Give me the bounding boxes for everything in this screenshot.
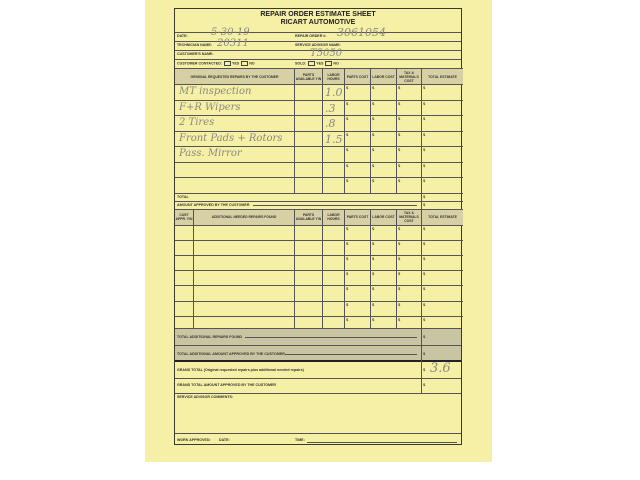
currency-sign: $: [398, 131, 401, 137]
column-line: [322, 225, 323, 329]
row-line: [175, 193, 463, 194]
date-label: DATE:: [177, 34, 188, 38]
technician-value[interactable]: 20311: [217, 38, 249, 49]
table-row[interactable]: [175, 240, 463, 241]
labor-hours[interactable]: 1.5: [325, 132, 343, 146]
table1-column-header: PARTS COST: [344, 69, 370, 84]
currency-sign: $: [398, 240, 401, 246]
sold-label: SOLD:: [295, 61, 307, 66]
currency-sign: $: [423, 116, 426, 121]
yes-label: YES: [232, 61, 240, 66]
labor-hours[interactable]: .8: [325, 117, 336, 130]
currency-sign: $: [372, 271, 375, 277]
currency-sign: $: [423, 382, 426, 387]
currency-sign: $: [372, 116, 375, 121]
table-row-line: [175, 115, 463, 116]
comments-label: SERVICE ADVISOR COMMENTS:: [177, 395, 234, 399]
column-line: [193, 225, 194, 329]
currency-sign: $: [372, 178, 375, 183]
column-line: [344, 84, 345, 193]
column-line: [344, 225, 345, 329]
table-row-line: [175, 100, 463, 101]
date-value[interactable]: 5-30-19: [211, 27, 250, 38]
repair-description[interactable]: MT inspection: [179, 86, 252, 97]
labor-hours[interactable]: .3: [325, 101, 336, 115]
customer-label: CUSTOMER'S NAME:: [177, 52, 214, 56]
table-row[interactable]: [175, 301, 463, 302]
table2-column-header: PARTS COST: [344, 210, 370, 225]
column-line: [396, 225, 397, 329]
amount-approved-label: AMOUNT APPROVED BY THE CUSTOMER: [177, 202, 250, 207]
sold-row: [295, 61, 339, 66]
currency-sign: $: [398, 162, 401, 168]
table-row-line: [175, 177, 463, 178]
table-row-line: [175, 162, 463, 163]
currency-sign: $: [346, 178, 349, 183]
repair-description[interactable]: Pass. Mirror: [179, 148, 242, 159]
currency-sign: $: [423, 255, 426, 261]
company-name: RICART AUTOMOTIVE: [280, 19, 356, 26]
sold-yes-checkbox[interactable]: [308, 61, 315, 66]
currency-sign: $: [398, 116, 401, 121]
table2-column-header: LABOR HOURS: [322, 210, 344, 225]
repair-order-form: [174, 8, 462, 445]
currency-sign: $: [346, 316, 349, 322]
repair-description[interactable]: Front Pads + Rotors: [179, 132, 283, 144]
currency-sign: $: [423, 351, 426, 356]
footer-date-label: DATE:: [219, 438, 230, 442]
column-line: [370, 225, 371, 329]
table-row-line: [175, 84, 463, 85]
work-approved-label: WORK APPROVED:: [177, 438, 211, 442]
currency-sign: $: [423, 334, 426, 339]
table-row[interactable]: [175, 255, 463, 256]
currency-sign: $: [423, 201, 426, 207]
table2-column-header: CUST APPR. Y/N: [175, 210, 193, 225]
currency-sign: $: [398, 85, 401, 90]
arrow-line: [253, 205, 417, 206]
advisor-label: SERVICE ADVISOR NAME:: [295, 43, 341, 47]
contacted-label: CUSTOMER CONTACTED:: [177, 61, 222, 66]
contacted-yes-checkbox[interactable]: [224, 61, 231, 66]
currency-sign: $: [423, 301, 426, 307]
customer-value[interactable]: T5050: [310, 48, 343, 59]
currency-sign: $: [423, 162, 426, 168]
form-title: REPAIR ORDER ESTIMATE SHEET: [260, 11, 376, 18]
currency-sign: $: [423, 193, 426, 199]
repair-order-label: REPAIR ORDER #:: [295, 34, 327, 38]
yes-label: YES: [316, 61, 324, 66]
additional-found-label: TOTAL ADDITIONAL REPAIRS FOUND: [177, 335, 243, 339]
currency-sign: $: [398, 178, 401, 183]
currency-sign: $: [346, 162, 349, 168]
column-line: [294, 225, 295, 329]
currency-sign: $: [346, 286, 349, 292]
column-line: [322, 84, 323, 193]
currency-sign: $: [346, 301, 349, 307]
currency-sign: $: [423, 240, 426, 246]
currency-sign: $: [372, 131, 375, 137]
footer-time-label: TIME:: [295, 438, 305, 442]
currency-sign: $: [372, 100, 375, 106]
comments-area[interactable]: [175, 401, 461, 433]
currency-sign: $: [423, 316, 426, 322]
currency-sign: $: [372, 225, 375, 231]
currency-sign: $: [398, 316, 401, 322]
currency-sign: $: [372, 255, 375, 261]
labor-hours[interactable]: 1.0: [325, 86, 343, 99]
currency-sign: $: [346, 85, 349, 90]
table1-column-header: PARTS AVAILABLE Y/N: [294, 69, 322, 84]
currency-sign: $: [372, 316, 375, 322]
table1-column-header: LABOR HOURS: [322, 69, 344, 84]
currency-sign: $: [398, 100, 401, 106]
currency-sign: $: [423, 178, 426, 183]
currency-sign: $: [423, 147, 426, 152]
table1-column-header: TOTAL ESTIMATE: [421, 69, 463, 84]
table2-column-header: PARTS AVAILABLE Y/N: [294, 210, 322, 225]
currency-sign: $: [372, 240, 375, 246]
currency-sign: $: [346, 271, 349, 277]
repair-description[interactable]: F+R Wipers: [179, 101, 241, 113]
table-row[interactable]: [175, 316, 463, 317]
currency-sign: $: [346, 225, 349, 231]
no-label: NO: [249, 61, 255, 66]
column-line: [396, 84, 397, 193]
form-header: [175, 11, 461, 27]
table2-column-header: ADDITIONAL NEEDED REPAIRS FOUND: [193, 210, 294, 225]
currency-sign: $: [423, 271, 426, 277]
table-row-line: [175, 146, 463, 147]
table-row[interactable]: [175, 285, 463, 286]
table2-column-header: LABOR COST: [370, 210, 396, 225]
currency-sign: $: [372, 162, 375, 168]
currency-sign: $: [372, 147, 375, 152]
currency-sign: $: [346, 240, 349, 246]
table1-column-header: LABOR COST: [370, 69, 396, 84]
currency-sign: $: [423, 367, 426, 372]
table-row-line: [175, 131, 463, 132]
grand-total-label: GRAND TOTAL (Original requested repairs plus additional needed repairs): [177, 368, 304, 372]
currency-sign: $: [423, 225, 426, 231]
currency-sign: $: [423, 85, 426, 90]
row-line: [175, 201, 463, 202]
table-row[interactable]: [175, 225, 463, 226]
currency-sign: $: [346, 147, 349, 152]
currency-sign: $: [372, 286, 375, 292]
currency-sign: $: [372, 85, 375, 90]
currency-sign: $: [423, 100, 426, 106]
currency-sign: $: [346, 116, 349, 121]
no-label: NO: [333, 61, 339, 66]
currency-sign: $: [398, 271, 401, 277]
currency-sign: $: [398, 147, 401, 152]
table-row[interactable]: [175, 270, 463, 271]
grand-approved-label: GRAND TOTAL AMOUNT APPROVED BY THE CUSTOMER: [177, 383, 277, 387]
column-line: [421, 225, 422, 329]
column-line: [294, 84, 295, 193]
currency-sign: $: [423, 131, 426, 137]
additional-approved-label: TOTAL ADDITIONAL AMOUNT APPROVED BY THE CUSTOMER: [177, 352, 285, 356]
column-line: [370, 84, 371, 193]
contacted-row: [177, 61, 255, 66]
technician-label: TECHNICIAN NAME:: [177, 43, 212, 47]
currency-sign: $: [346, 255, 349, 261]
currency-sign: $: [372, 301, 375, 307]
repair-order-value[interactable]: 3061054: [337, 26, 386, 39]
contacted-no-checkbox[interactable]: [241, 61, 248, 66]
currency-sign: $: [346, 100, 349, 106]
currency-sign: $: [398, 286, 401, 292]
table2-column-header: TOTAL ESTIMATE: [421, 210, 463, 225]
table1-column-header: ORIGINAL REQUESTED REPAIRS BY THE CUSTOMER: [175, 69, 294, 84]
currency-sign: $: [398, 225, 401, 231]
column-line: [421, 84, 422, 193]
sold-no-checkbox[interactable]: [325, 61, 332, 66]
total-label: TOTAL: [177, 194, 189, 199]
currency-sign: $: [398, 255, 401, 261]
table2-column-header: TAX & MATERIALS COST: [396, 210, 421, 225]
repair-description[interactable]: 2 Tires: [179, 117, 215, 128]
grand-total-value[interactable]: 3.6: [430, 361, 451, 376]
currency-sign: $: [398, 301, 401, 307]
table1-column-header: TAX & MATERIALS COST: [396, 69, 421, 84]
currency-sign: $: [346, 131, 349, 137]
currency-sign: $: [423, 286, 426, 292]
